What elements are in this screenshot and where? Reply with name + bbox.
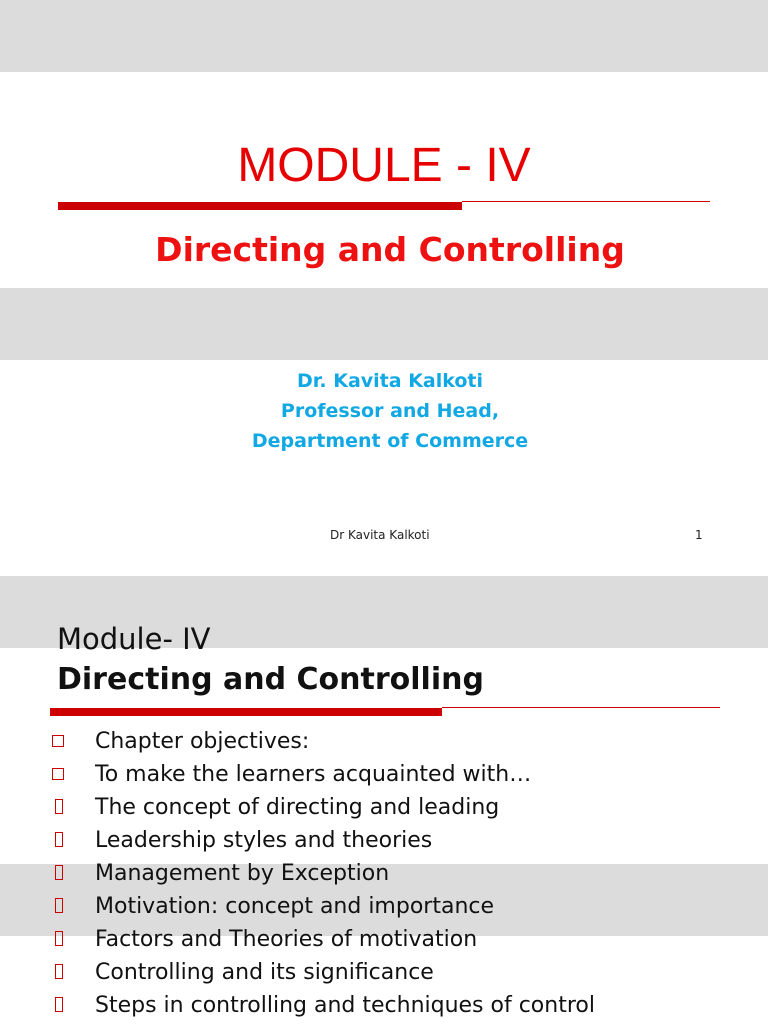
list-item-text: To make the learners acquainted with… — [95, 762, 532, 787]
author-block — [0, 366, 768, 456]
list-item-text: Factors and Theories of motivation — [95, 927, 478, 952]
author-name: Dr. Kavita Kalkoti — [296, 370, 484, 392]
title-rule-thin — [462, 201, 710, 202]
missing-glyph-icon — [55, 865, 63, 880]
mid-band — [0, 288, 768, 360]
list-item-text: Motivation: concept and importance — [95, 894, 495, 919]
list-item — [50, 758, 750, 791]
list-item — [50, 824, 750, 857]
list-item — [50, 956, 750, 989]
list-item — [50, 857, 750, 890]
missing-glyph-icon — [55, 898, 63, 913]
missing-glyph-icon — [55, 997, 63, 1012]
list-item-text: Management by Exception — [95, 861, 390, 886]
missing-glyph-icon — [55, 799, 63, 814]
square-icon — [52, 735, 64, 747]
slide2-heading: Module- IV — [57, 622, 211, 656]
list-item — [50, 725, 750, 758]
missing-glyph-icon — [55, 931, 63, 946]
footer-author: Dr Kavita Kalkoti — [330, 528, 430, 542]
objectives-list — [50, 725, 750, 1022]
list-item — [50, 890, 750, 923]
title-rule-thick — [58, 202, 462, 210]
slide-title: MODULE - IV — [237, 139, 531, 192]
list-item — [50, 989, 750, 1022]
list-item-text: Controlling and its significance — [95, 960, 434, 985]
slide2-rule-thin — [442, 707, 720, 708]
top-band — [0, 0, 768, 72]
list-item-text: Chapter objectives: — [95, 729, 310, 754]
list-item-text: Steps in controlling and techniques of control — [95, 993, 595, 1018]
list-item — [50, 791, 750, 824]
page-number: 1 — [695, 528, 703, 542]
author-position: Professor and Head, — [280, 400, 500, 422]
missing-glyph-icon — [55, 964, 63, 979]
list-item-text: The concept of directing and leading — [95, 795, 500, 820]
slide-subtitle: Directing and Controlling — [155, 230, 625, 269]
slide2-title: Directing and Controlling — [57, 662, 484, 697]
slide2-rule-thick — [50, 708, 442, 716]
list-item-text: Leadership styles and theories — [95, 828, 433, 853]
missing-glyph-icon — [55, 832, 63, 847]
list-item — [50, 923, 750, 956]
author-department: Department of Commerce — [251, 430, 529, 452]
square-icon — [52, 768, 64, 780]
